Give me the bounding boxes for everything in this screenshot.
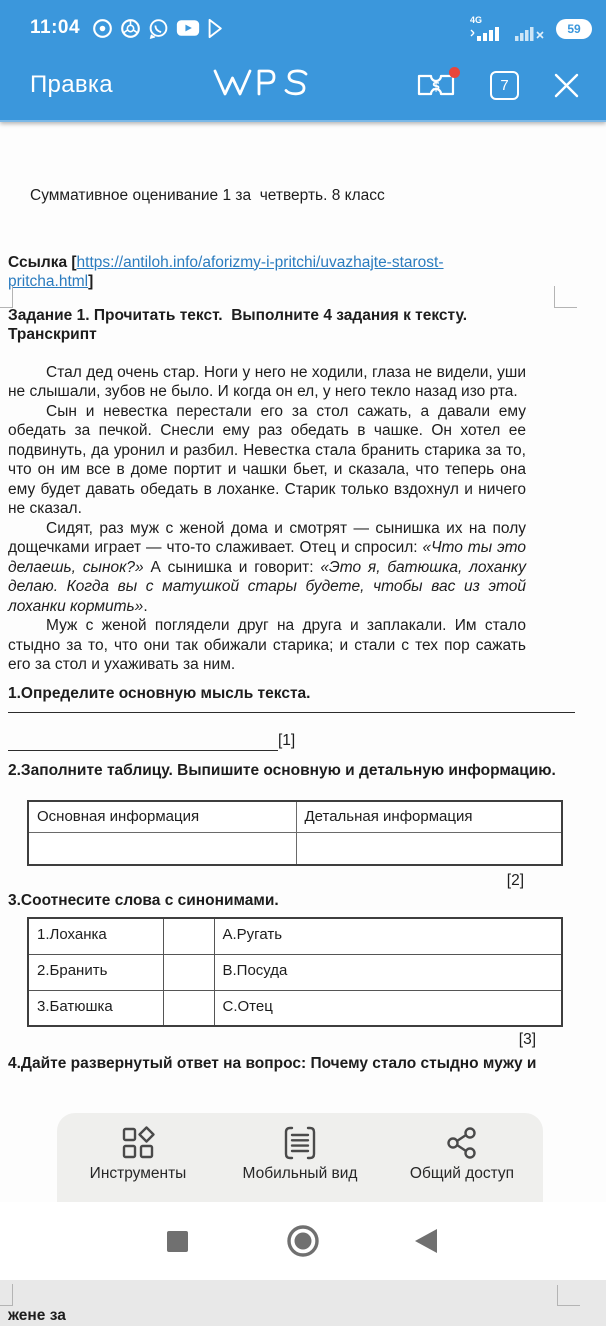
play-store-icon bbox=[207, 18, 226, 39]
table-row bbox=[28, 954, 562, 990]
chrome-icon bbox=[120, 18, 141, 39]
table-row bbox=[28, 801, 562, 832]
home-button[interactable] bbox=[289, 1227, 317, 1255]
back-button[interactable] bbox=[415, 1229, 437, 1253]
premium-ticket-icon[interactable] bbox=[416, 71, 456, 99]
svg-text:$: $ bbox=[431, 79, 441, 93]
page-margin-mark-top-right bbox=[554, 286, 577, 308]
tools-button[interactable] bbox=[57, 1113, 219, 1202]
table-cell[interactable] bbox=[163, 990, 214, 1026]
battery-icon bbox=[556, 19, 592, 39]
android-nav-bar bbox=[0, 1202, 606, 1280]
question-4-continued: жене за bbox=[8, 1307, 66, 1324]
clock: 11:04 bbox=[30, 17, 81, 38]
mobile-view-label: Мобильный вид bbox=[242, 1165, 358, 1182]
hyperlink[interactable]: https://antiloh.info/aforizmy-i-pritchi/uvazhajte-starost- pritcha.html bbox=[8, 253, 444, 290]
battery-percent: 59 bbox=[567, 21, 581, 36]
table-cell[interactable] bbox=[28, 832, 296, 865]
signal-sim2-icon bbox=[514, 26, 546, 41]
page-title: Правка bbox=[30, 71, 113, 98]
network-type-label: 4G bbox=[470, 14, 483, 25]
story-paragraph: Сын и невестка перестали его за стол сажать, а давали ему обедать за печкой. Снесли ему раз обедать в чашке. Он хотел ее подвинуть, да уронил и разбил. Невестка стала бранить старика за то, что он им все в доме портит и чашки бьет, и сказала, что теперь она ему будет давать обедать в лоханке. Старик только вздохнул и ничего не сказал. bbox=[8, 402, 526, 517]
document-title: Суммативное оценивание 1 за четверть. 8 класс bbox=[30, 187, 385, 204]
app-header bbox=[0, 50, 606, 120]
share-label: Общий доступ bbox=[409, 1165, 515, 1182]
points-badge-3: [3] bbox=[518, 1031, 536, 1048]
matching-table[interactable] bbox=[27, 917, 563, 1027]
points-badge-2: [2] bbox=[506, 872, 524, 889]
signal-sim1-icon bbox=[470, 16, 504, 41]
open-bracket: [ bbox=[67, 253, 77, 271]
notification-icons bbox=[92, 18, 226, 39]
table-cell[interactable]: С.Отец bbox=[214, 990, 562, 1026]
wps-logo bbox=[212, 64, 312, 100]
mobile-view-icon bbox=[282, 1123, 318, 1163]
table-cell[interactable]: 2.Бранить bbox=[28, 954, 163, 990]
recents-button[interactable] bbox=[167, 1231, 188, 1252]
page2-margin-mark-right bbox=[557, 1285, 580, 1306]
table-cell[interactable]: 1.Лоханка bbox=[28, 918, 163, 954]
answer-line bbox=[8, 712, 575, 713]
table-cell[interactable] bbox=[163, 954, 214, 990]
close-icon[interactable] bbox=[553, 72, 580, 99]
link-paragraph bbox=[8, 253, 586, 292]
table-cell[interactable]: В.Посуда bbox=[214, 954, 562, 990]
link-label: Ссылка bbox=[8, 253, 68, 271]
table-header-cell[interactable]: Детальная информация bbox=[296, 801, 562, 832]
page-margin-mark-top-left bbox=[0, 286, 13, 308]
top-bar bbox=[0, 0, 606, 122]
question-3: 3.Соотнесите слова с синонимами. bbox=[8, 891, 279, 909]
share-button[interactable] bbox=[381, 1113, 543, 1202]
table-row bbox=[28, 990, 562, 1026]
tab-counter-button[interactable] bbox=[490, 71, 519, 100]
task-heading: Задание 1. Прочитать текст. Выполните 4 задания к тексту. Транскрипт bbox=[8, 306, 468, 343]
tools-label: Инструменты bbox=[89, 1165, 187, 1182]
close-bracket: ] bbox=[88, 273, 94, 290]
tools-grid-icon bbox=[120, 1123, 156, 1163]
story-paragraph: Муж с женой поглядели друг на друга и заплакали. Им стало стыдно за то, что они так обижали старика; и стали с тех пор сажать его за стол и ухаживать за ним. bbox=[8, 617, 526, 673]
bottom-toolbar bbox=[57, 1113, 543, 1202]
story-paragraph: Сидят, раз муж с женой дома и смотрят — сынишка их на полу дощечками играет — что-то слаживает. Отец и спросил: «Что ты это делаешь, сынок?» А сынишка и говорит: «Это я, батюшка, лоханку делаю. Когда вы с матушкой стары будете, чтобы вас из этой лоханки кормить». bbox=[8, 519, 526, 615]
question-2: 2.Заполните таблицу. Выпишите основную и детальную информацию. bbox=[8, 761, 556, 779]
table-cell[interactable]: А.Ругать bbox=[214, 918, 562, 954]
status-bar bbox=[0, 0, 606, 50]
table-cell[interactable]: 3.Батюшка bbox=[28, 990, 163, 1026]
whatsapp-icon bbox=[148, 18, 169, 39]
notification-dot bbox=[449, 67, 460, 78]
table-row bbox=[28, 832, 562, 865]
answer-line bbox=[8, 750, 278, 751]
youtube-icon bbox=[176, 18, 200, 38]
question-4: 4.Дайте развернутый ответ на вопрос: Почему стало стыдно мужу и bbox=[8, 1054, 537, 1072]
table-cell[interactable] bbox=[296, 832, 562, 865]
table-row bbox=[28, 918, 562, 954]
points-badge-1: [1] bbox=[278, 732, 296, 749]
tab-count: 7 bbox=[500, 76, 509, 94]
story-paragraph: Стал дед очень стар. Ноги у него не ходили, глаза не видели, уши не слышали, зубов не было. И когда он ел, у него текло назад изо рта. bbox=[8, 363, 526, 400]
document-canvas[interactable] bbox=[0, 122, 606, 1324]
table-header-cell[interactable]: Основная информация bbox=[28, 801, 296, 832]
browser-icon bbox=[92, 18, 113, 39]
page2-margin-mark-left bbox=[0, 1284, 13, 1306]
table-cell[interactable] bbox=[163, 918, 214, 954]
mobile-view-button[interactable] bbox=[219, 1113, 381, 1202]
share-icon bbox=[444, 1123, 480, 1163]
info-table[interactable] bbox=[27, 800, 563, 866]
question-1: 1.Определите основную мысль текста. bbox=[8, 684, 311, 702]
